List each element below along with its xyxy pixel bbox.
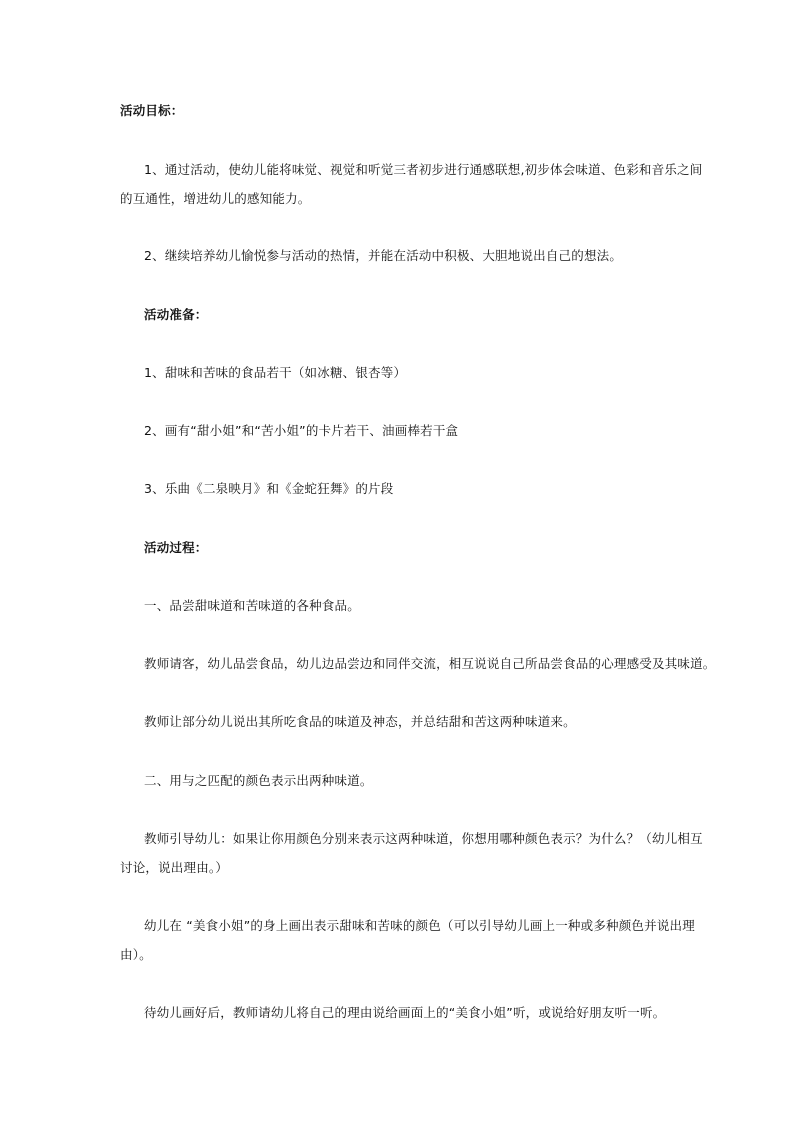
step-1-paragraph-2: 教师让部分幼儿说出其所吃食品的味道及神态，并总结甜和苦这两种味道来。 — [144, 714, 576, 729]
prep-3: 3、乐曲《二泉映月》和《金蛇狂舞》的片段 — [144, 481, 394, 496]
step-2-paragraph-2-line-1: 幼儿在 “美食小姐”的身上画出表示甜味和苦味的颜色（可以引导幼儿画上一种或多种颜色并说出理 — [144, 918, 695, 933]
step-2-paragraph-2-line-2: 由）。 — [120, 947, 152, 962]
goal-2: 2、继续培养幼儿愉悦参与活动的热情，并能在活动中积极、大胆地说出自己的想法。 — [144, 248, 623, 263]
heading-activity-process: 活动过程： — [144, 540, 208, 555]
goal-1-line-2: 的互通性，增进幼儿的感知能力。 — [120, 191, 311, 206]
goal-1-line-1: 1、通过活动，使幼儿能将味觉、视觉和听觉三者初步进行通感联想,初步体会味道、色彩和音乐之间 — [144, 162, 703, 177]
step-1-paragraph-1: 教师请客，幼儿品尝食品，幼儿边品尝边和同伴交流，相互说说自己所品尝食品的心理感受及其味道。 — [144, 656, 716, 671]
heading-activity-preparation: 活动准备： — [144, 307, 208, 322]
step-2-paragraph-1-line-2: 讨论，说出理由。） — [120, 860, 229, 875]
step-2-paragraph-1-line-1: 教师引导幼儿：如果让你用颜色分别来表示这两种味道，你想用哪种颜色表示？为什么？（幼儿相互 — [144, 831, 703, 846]
step-2-paragraph-3: 待幼儿画好后，教师请幼儿将自己的理由说给画面上的“美食小姐”听，或说给好朋友听一听。 — [144, 1005, 666, 1020]
heading-activity-goals: 活动目标： — [120, 103, 184, 118]
prep-1: 1、甜味和苦味的食品若干（如冰糖、银杏等） — [144, 365, 407, 380]
prep-2: 2、画有“甜小姐”和“苦小姐”的卡片若干、油画棒若干盒 — [144, 423, 459, 438]
step-1-title: 一、品尝甜味道和苦味道的各种食品。 — [144, 598, 360, 613]
step-2-title: 二、用与之匹配的颜色表示出两种味道。 — [144, 773, 373, 788]
